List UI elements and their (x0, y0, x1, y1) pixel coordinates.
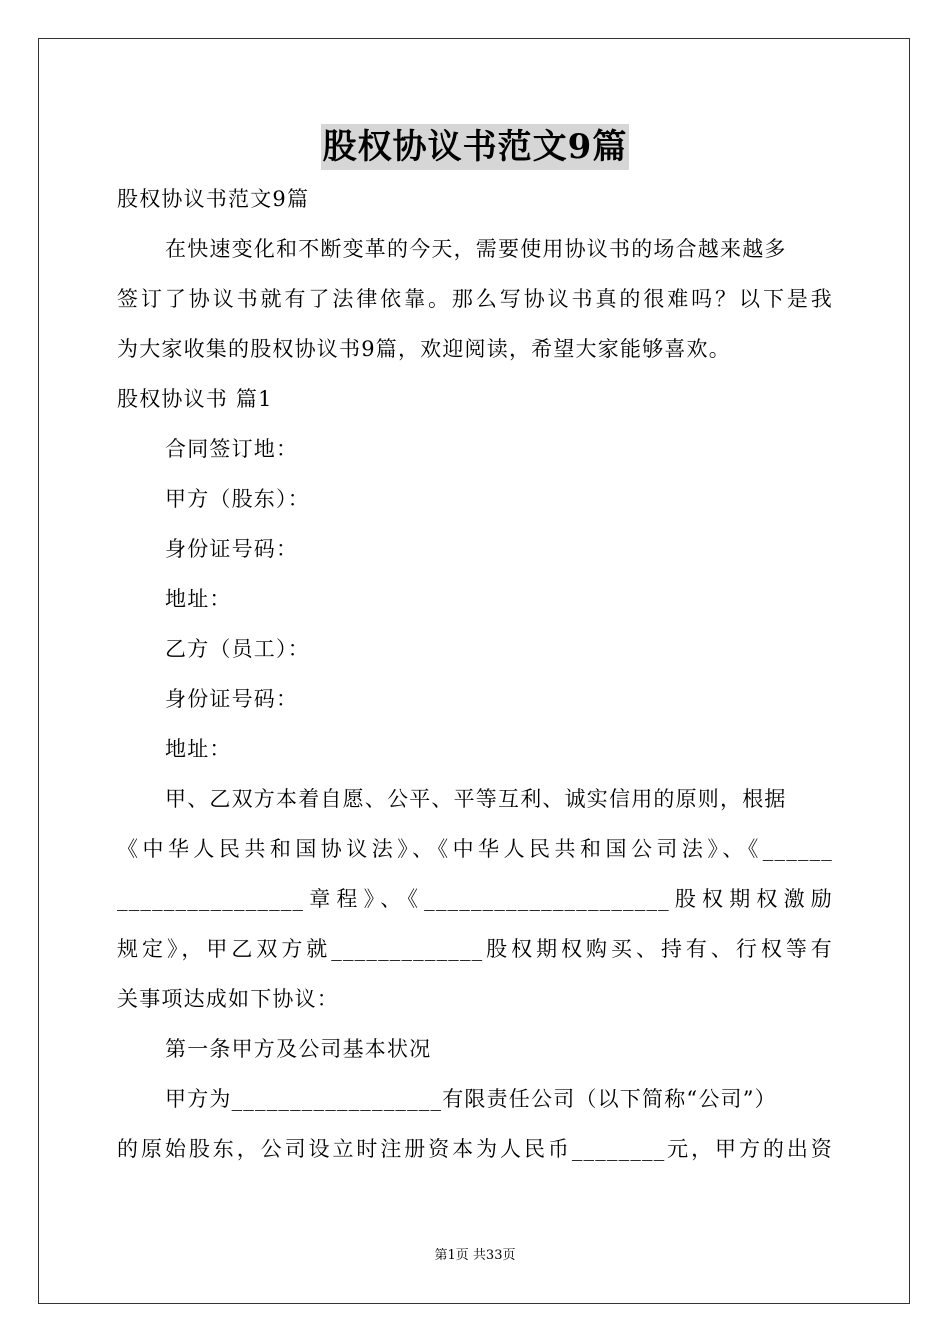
field-party-b-address: 地址： (165, 737, 232, 761)
field-party-a-address: 地址： (165, 587, 232, 611)
subtitle-line: 股权协议书范文9篇 (117, 187, 310, 211)
article-line-1: 甲方为__________________有限责任公司（以下简称“公司”） (165, 1087, 777, 1111)
title-container (0, 124, 950, 170)
field-party-b: 乙方（员工）： (165, 637, 310, 661)
intro-line-1: 在快速变化和不断变革的今天，需要使用协议书的场合越来越多 (165, 237, 787, 261)
field-party-b-id: 身份证号码： (165, 687, 299, 711)
intro-line-2: 签订了协议书就有了法律依靠。那么写协议书真的很难吗？以下是我 (117, 287, 833, 311)
page-footer: 第1页 共33页 (434, 1248, 516, 1263)
field-sign-place: 合同签订地： (165, 437, 299, 461)
article-heading: 第一条甲方及公司基本状况 (165, 1037, 432, 1061)
body-line-4: 规定》，甲乙双方就_____________股权期权购买、持有、行权等有 (117, 937, 833, 961)
section-heading: 股权协议书 篇1 (117, 387, 273, 411)
body-line-5: 关事项达成如下协议： (117, 987, 339, 1011)
field-party-a: 甲方（股东）： (165, 487, 310, 511)
body-line-2: 《中华人民共和国协议法》、《中华人民共和国公司法》、《______ (117, 837, 833, 861)
article-line-2: 的原始股东，公司设立时注册资本为人民币________元，甲方的出资 (117, 1137, 833, 1161)
page-border (38, 38, 910, 1304)
field-party-a-id: 身份证号码： (165, 537, 299, 561)
document-title: 股权协议书范文9篇 (321, 124, 630, 170)
body-line-3: ________________章程》、《_____________________股权期权激励 (117, 887, 833, 911)
body-line-1: 甲、乙双方本着自愿、公平、平等互利、诚实信用的原则，根据 (165, 787, 787, 811)
intro-line-3: 为大家收集的股权协议书9篇，欢迎阅读，希望大家能够喜欢。 (117, 337, 731, 361)
